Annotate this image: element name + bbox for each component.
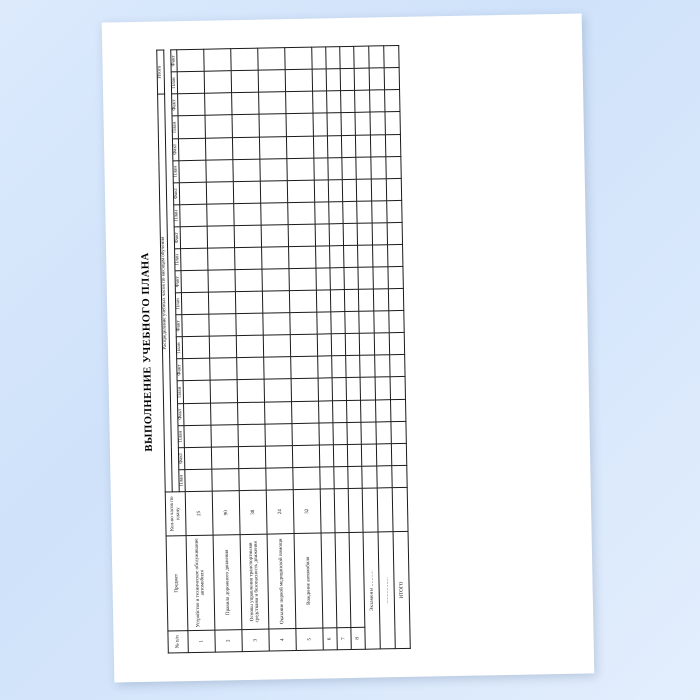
cell-fact[interactable] [344,223,358,245]
cell-fact[interactable] [292,401,319,424]
cell-plan[interactable] [316,246,330,268]
cell-hours: 38 [240,490,268,535]
cell-total-fact[interactable] [285,47,312,70]
cell-fact[interactable] [288,180,315,203]
cell-fact[interactable] [332,356,346,378]
cell-plan[interactable] [290,290,317,313]
cell-plan[interactable] [386,156,401,178]
exam-row-label: .................. [378,532,395,649]
cell-plan[interactable] [390,333,405,355]
col-header-plan-5: План [175,293,182,315]
cell-fact[interactable] [179,138,206,161]
cell-plan[interactable] [318,334,332,356]
cell-plan[interactable] [320,467,334,489]
cell-plan[interactable] [348,466,362,488]
cell-fact[interactable] [377,443,392,465]
cell-plan[interactable] [211,380,238,403]
cell-fact[interactable] [183,359,210,382]
cell-total-plan[interactable] [232,70,259,93]
cell-total-plan[interactable] [370,68,385,90]
col-header-fact-total: Факт [170,50,177,72]
cell-fact[interactable] [180,182,207,205]
cell-total-fact[interactable] [204,49,231,72]
document-landscape-content [132,34,564,662]
col-header-plan-2: План [178,425,185,447]
cell-plan[interactable] [292,423,319,446]
cell-fact[interactable] [360,355,375,377]
cell-fact[interactable] [265,401,292,424]
cell-plan[interactable] [375,377,390,399]
cell-plan[interactable] [376,421,391,443]
cell-fact[interactable] [205,93,232,116]
cell-plan[interactable] [332,378,346,400]
cell-fact[interactable] [329,179,343,201]
cell-plan[interactable] [315,202,329,224]
cell-plan[interactable] [287,158,314,181]
cell-hours: 25 [186,491,214,536]
cell-fact[interactable] [386,134,401,156]
col-header-fact-4: Факт [176,315,183,337]
cell-fact[interactable] [358,267,373,289]
cell-fact[interactable] [389,311,404,333]
cell-fact[interactable] [347,400,361,422]
page-title: ВЫПОЛНЕНИЕ УЧЕБНОГО ПЛАНА [140,252,155,452]
cell-plan[interactable] [341,113,355,135]
cell-number: 4 [269,628,296,651]
cell-fact[interactable] [387,178,402,200]
cell-plan[interactable] [358,245,373,267]
cell-fact[interactable] [376,399,391,421]
cell-fact[interactable] [314,135,328,157]
cell-fact[interactable] [264,357,291,380]
cell-fact[interactable] [262,269,289,292]
cell-plan[interactable] [181,248,208,271]
cell-total-plan[interactable] [286,69,313,92]
cell-fact[interactable] [208,226,235,249]
cell-fact[interactable] [181,226,208,249]
cell-plan[interactable] [263,291,290,314]
cell-fact[interactable] [391,399,406,421]
col-header-plan-8: План [173,160,180,182]
cell-fact[interactable] [287,136,314,159]
cell-hours: 24 [267,489,295,534]
cell-total-plan[interactable] [205,71,232,94]
cell-plan[interactable] [237,335,264,358]
cell-fact[interactable] [361,399,376,421]
col-header-fact-8: Факт [172,138,179,160]
cell-plan[interactable] [184,425,211,448]
cell-plan[interactable] [346,334,360,356]
cell-plan[interactable] [371,156,386,178]
cell-plan[interactable] [265,423,292,446]
cell-plan[interactable] [357,201,372,223]
cell-fact[interactable] [212,446,239,469]
cell-fact[interactable] [374,311,389,333]
cell-plan[interactable] [261,202,288,225]
col-header-subject: Предмет [166,536,188,631]
cell-plan[interactable] [260,158,287,181]
cell-fact[interactable] [327,91,341,114]
col-header-fact-5: Факт [175,271,182,293]
cell-number: 8 [351,627,365,649]
cell-plan[interactable] [318,378,332,400]
cell-fact[interactable] [263,313,290,336]
cell-total-fact[interactable] [369,46,384,68]
cell-fact[interactable] [232,92,259,115]
cell-total-fact[interactable] [177,49,204,72]
cell-plan[interactable] [391,421,406,443]
cell-fact[interactable] [330,223,344,245]
cell-number: 7 [337,627,351,649]
cell-fact[interactable] [328,135,342,157]
cell-fact[interactable] [211,402,238,425]
col-header-months-group: Распределение учебных часов по месяцам обучения [158,94,172,492]
exam-row-label: Экзамены ........... [363,532,380,649]
cell-plan[interactable] [333,422,347,444]
cell-fact[interactable] [237,357,264,380]
cell-plan[interactable] [232,115,259,138]
cell-hours [321,489,336,533]
col-header-fact-2: Факт [177,403,184,425]
cell-fact[interactable] [317,312,331,334]
cell-number: 3 [242,629,269,652]
cell-fact[interactable] [313,91,327,114]
cell-plan[interactable] [205,115,232,138]
cell-plan[interactable] [266,467,293,490]
cell-plan[interactable] [317,290,331,312]
col-header-plan-1: План [179,469,186,491]
cell-fact[interactable] [371,134,386,156]
cell-total-fact[interactable] [384,45,399,67]
cell-plan[interactable] [178,116,205,139]
cell-plan[interactable] [293,467,320,490]
cell-total-fact[interactable] [326,47,340,69]
cell-fact[interactable] [286,91,313,114]
cell-plan[interactable] [360,333,375,355]
cell-fact[interactable] [346,356,360,378]
cell-plan[interactable] [389,289,404,311]
cell-plan[interactable] [264,379,291,402]
cell-total-plan[interactable] [341,68,355,90]
cell-fact[interactable] [291,356,318,379]
cell-total-plan[interactable] [313,69,327,91]
cell-fact[interactable] [210,358,237,381]
cell-fact[interactable] [370,90,385,113]
cell-fact[interactable] [341,91,355,114]
cell-total-fact[interactable] [258,48,285,71]
cell-fact[interactable] [266,445,293,468]
cell-fact[interactable] [261,180,288,203]
cell-plan[interactable] [328,157,342,179]
cell-fact[interactable] [315,180,329,202]
cell-plan[interactable] [210,336,237,359]
cell-fact[interactable] [293,445,320,468]
cell-fact[interactable] [333,400,347,422]
cell-total-fact[interactable] [354,46,369,68]
cell-fact[interactable] [260,136,287,159]
col-header-plan-3: План [177,381,184,403]
cell-fact[interactable] [209,314,236,337]
cell-plan[interactable] [185,469,212,492]
cell-fact[interactable] [358,223,373,245]
cell-total-plan[interactable] [259,70,286,93]
cell-plan[interactable] [259,114,286,137]
cell-fact[interactable] [373,223,388,245]
cell-hours [349,488,364,532]
cell-fact[interactable] [392,443,407,465]
cell-plan[interactable] [355,113,370,135]
cell-plan[interactable] [291,334,318,357]
cell-plan[interactable] [288,202,315,225]
cell-plan[interactable] [330,246,344,268]
cell-plan[interactable] [211,424,238,447]
cell-number: 6 [323,628,337,650]
cell-plan[interactable] [183,336,210,359]
cell-fact[interactable] [233,137,260,160]
cell-fact[interactable] [316,268,330,290]
cell-plan[interactable] [375,333,390,355]
cell-number: 5 [296,628,323,651]
col-header-fact-9: Факт [171,94,178,116]
cell-plan[interactable] [206,159,233,182]
cell-plan[interactable] [179,160,206,183]
cell-plan[interactable] [373,245,388,267]
cell-plan[interactable] [342,157,356,179]
cell-hours[interactable] [363,488,379,532]
cell-fact[interactable] [375,355,390,377]
cell-fact[interactable] [385,90,400,113]
col-header-plan-6: План [174,249,181,271]
cell-plan[interactable] [209,292,236,315]
cell-plan[interactable] [233,159,260,182]
cell-fact[interactable] [239,446,266,469]
cell-plan[interactable] [212,468,239,491]
cell-fact[interactable] [262,225,289,248]
cell-total-plan[interactable] [355,68,370,90]
cell-plan[interactable] [347,422,361,444]
cell-fact[interactable] [235,269,262,292]
cell-hours [335,488,350,532]
cell-subject: Оказание первой медицинской помощи [267,534,296,629]
cell-total-plan[interactable] [327,69,341,91]
cell-plan[interactable] [286,114,313,137]
cell-fact[interactable] [344,267,358,289]
learning-plan-table [156,45,411,654]
cell-plan[interactable] [239,468,266,491]
cell-fact[interactable] [178,93,205,116]
cell-plan[interactable] [236,291,263,314]
cell-number: 2 [215,630,242,653]
cell-plan[interactable] [182,292,209,315]
cell-plan[interactable] [334,466,348,488]
cell-fact[interactable] [334,444,348,466]
cell-fact[interactable] [182,314,209,337]
cell-plan[interactable] [238,424,265,447]
cell-plan[interactable] [356,157,371,179]
cell-plan[interactable] [362,466,377,488]
cell-plan[interactable] [313,113,327,135]
cell-plan[interactable] [331,290,345,312]
cell-subject: Вождение автомобиля [294,533,323,628]
cell-fact[interactable] [355,90,370,113]
cell-subject: Основы управления транспортными средствами и безопасность движения [240,534,269,629]
cell-fact[interactable] [390,355,405,377]
cell-plan[interactable] [238,380,265,403]
cell-subject: Правила дорожного движения [213,535,242,630]
cell-fact[interactable] [356,135,371,157]
cell-fact[interactable] [388,222,403,244]
cell-plan[interactable] [289,246,316,269]
cell-plan[interactable] [184,381,211,404]
col-header-plan-7: План [173,205,180,227]
cell-plan[interactable] [180,204,207,227]
cell-plan[interactable] [319,422,333,444]
cell-plan[interactable] [359,289,374,311]
cell-hours: 32 [294,489,322,534]
cell-fact[interactable] [290,312,317,335]
cell-total-fact[interactable] [231,48,258,71]
cell-fact[interactable] [318,356,332,378]
col-header-plan-total: План [171,72,178,94]
cell-plan[interactable] [385,112,400,134]
cell-plan[interactable] [314,158,328,180]
cell-fact[interactable] [319,400,333,422]
cell-subject: Устройство и техническое обслуживание автомобиля [186,535,215,630]
cell-plan[interactable] [291,379,318,402]
cell-fact[interactable] [185,447,212,470]
cell-plan[interactable] [390,377,405,399]
cell-fact[interactable] [342,135,356,157]
cell-fact[interactable] [343,179,357,201]
cell-fact[interactable] [359,311,374,333]
cell-plan[interactable] [346,378,360,400]
cell-total-plan[interactable] [178,71,205,94]
cell-fact[interactable] [330,268,344,290]
cell-plan[interactable] [388,244,403,266]
cell-fact[interactable] [373,267,388,289]
cell-fact[interactable] [259,92,286,115]
cell-fact[interactable] [289,268,316,291]
cell-plan[interactable] [387,200,402,222]
cell-plan[interactable] [262,247,289,270]
cell-fact[interactable] [235,225,262,248]
cell-plan[interactable] [332,334,346,356]
cell-fact[interactable] [206,137,233,160]
cell-plan[interactable] [344,245,358,267]
cell-hours[interactable] [378,487,394,531]
cell-fact[interactable] [207,181,234,204]
cell-fact[interactable] [362,444,377,466]
col-header-plan-4: План [176,337,183,359]
cell-plan[interactable] [372,201,387,223]
cell-fact[interactable] [208,270,235,293]
cell-fact[interactable] [372,178,387,200]
cell-plan[interactable] [343,201,357,223]
cell-plan[interactable] [360,377,375,399]
cell-fact[interactable] [184,403,211,426]
cell-fact[interactable] [348,444,362,466]
cell-fact[interactable] [357,179,372,201]
col-header-plan-9: План [172,116,179,138]
document-sheet [102,13,595,682]
cell-fact[interactable] [320,444,334,466]
cell-fact[interactable] [236,313,263,336]
cell-plan[interactable] [207,203,234,226]
cell-total-hours[interactable] [393,487,409,531]
total-row-label: ИТОГО [393,531,410,648]
cell-fact[interactable] [388,266,403,288]
cell-plan[interactable] [234,203,261,226]
col-header-fact-6: Факт [174,227,181,249]
cell-plan[interactable] [264,335,291,358]
cell-total-fact[interactable] [340,46,354,68]
cell-fact[interactable] [345,311,359,333]
cell-plan[interactable] [327,113,341,135]
cell-total-plan[interactable] [385,68,400,90]
col-header-total-group: Итого [157,50,165,94]
cell-fact[interactable] [234,181,261,204]
cell-plan[interactable] [345,289,359,311]
cell-total-fact[interactable] [312,47,326,69]
cell-plan[interactable] [329,201,343,223]
col-header-fact-7: Факт [173,182,180,204]
col-header-fact-3: Факт [176,359,183,381]
cell-fact[interactable] [331,312,345,334]
cell-fact[interactable] [289,224,316,247]
cell-plan[interactable] [370,112,385,134]
cell-fact[interactable] [181,270,208,293]
cell-fact[interactable] [238,402,265,425]
cell-plan[interactable] [235,247,262,270]
cell-plan[interactable] [208,248,235,271]
cell-fact[interactable] [316,224,330,246]
cell-hours: 90 [213,490,241,535]
cell-plan[interactable] [374,289,389,311]
cell-plan[interactable] [361,422,376,444]
cell-number: 1 [188,630,215,653]
col-header-hours: Кол-во часов по плану [165,491,186,536]
cell-plan[interactable] [377,465,392,487]
table-body [177,45,411,652]
col-header-fact-1: Факт [178,447,185,469]
col-header-number: № п/п [168,631,189,653]
cell-plan[interactable] [392,465,407,487]
